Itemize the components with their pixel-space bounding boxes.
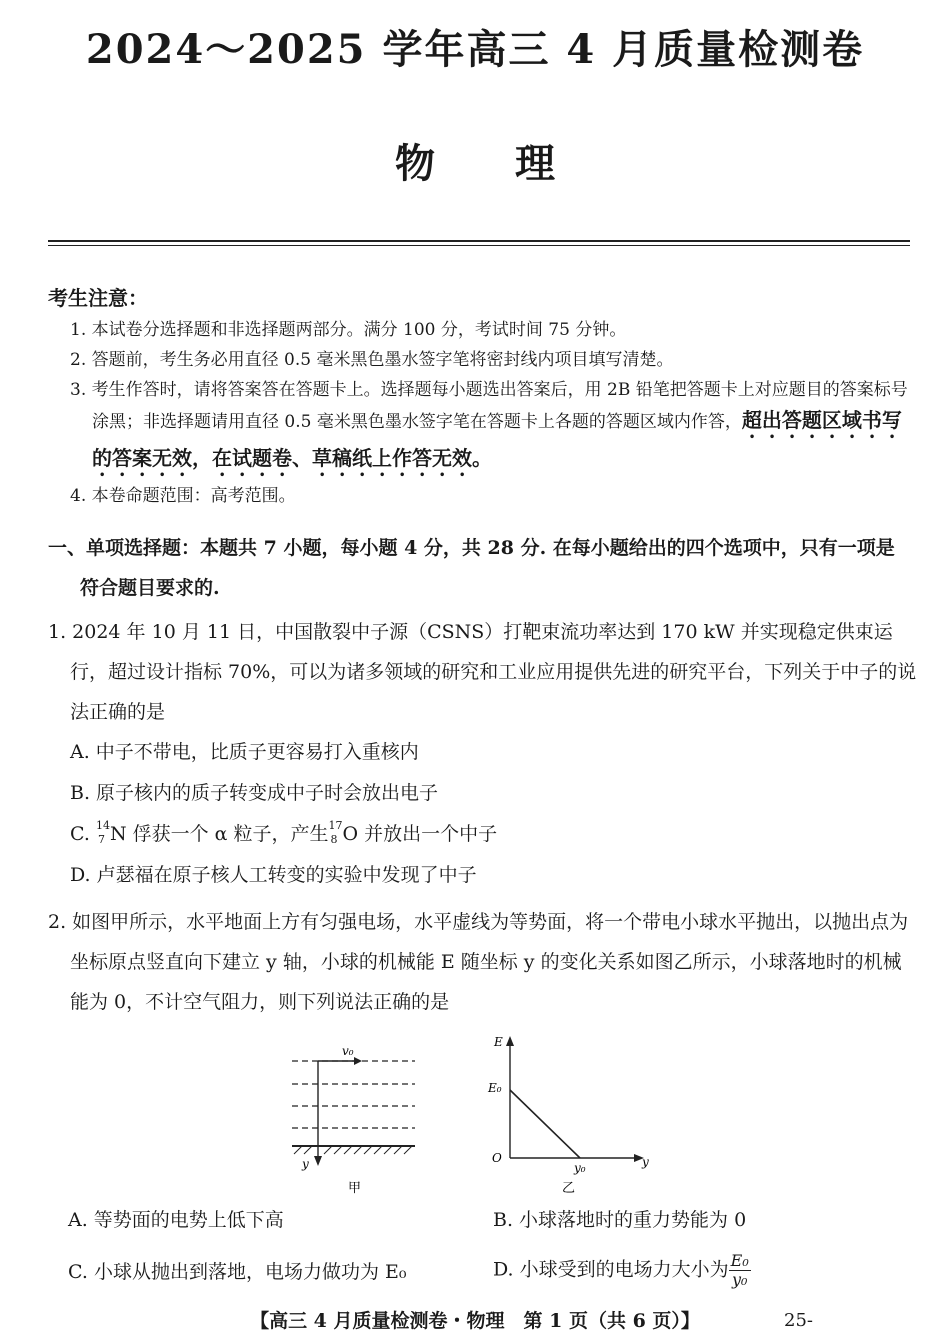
oxygen-isotope bbox=[328, 819, 343, 846]
section-line-1: 一、单项选择题：本题共 7 小题，每小题 4 分，共 28 分. 在每小题给出的四个选项中，只有一项是 bbox=[48, 537, 895, 559]
option-d-fraction bbox=[729, 1252, 751, 1289]
notice-heading: 考生注意： bbox=[48, 286, 148, 310]
jia-caption: 甲 bbox=[348, 1181, 362, 1196]
yi-e-arrowhead bbox=[506, 1036, 514, 1046]
question-1-option-b: B. 原子核内的质子转变成中子时会放出电子 bbox=[70, 782, 439, 804]
notice-item-4: 4. 本卷命题范围：高考范围。 bbox=[70, 486, 296, 506]
page-code: 25- bbox=[784, 1310, 813, 1331]
question-1-stem: 1. 2024 年 10 月 11 日，中国散裂中子源（CSNS）打靶束流功率达到 170 kW 并实现稳定供束运行，超过设计指标 70%，可以为诸多领域的研究和工业应用提供先进的研究平台，下列关于中子的说法正确的是 bbox=[48, 621, 917, 723]
question-2-options bbox=[68, 1192, 918, 1296]
oxygen-mass-number: 17 bbox=[328, 819, 343, 832]
notice-item-3-text: 3. 考生作答时，请将答案答在答题卡上。选择题每小题选出答案后，用 2B 铅笔把答题卡上对应题目的答案标号涂黑；非选择题请用直径 0.5 毫米黑色墨水签字笔在答题卡上各题的答题区域内作答， bbox=[70, 380, 908, 432]
velocity-arrowhead bbox=[354, 1057, 362, 1065]
page-footer: 【高三 4 月质量检测卷・物理 第 1 页（共 6 页）】 bbox=[250, 1310, 700, 1332]
section-line-2: 符合题目要求的. bbox=[80, 577, 220, 599]
nitrogen-mass-number: 14 bbox=[95, 819, 110, 832]
question-1-option-a: A. 中子不带电，比质子更容易打入重核内 bbox=[70, 741, 419, 763]
fraction-denominator: y₀ bbox=[731, 1269, 748, 1289]
subject-title bbox=[0, 132, 950, 189]
question-2-figures bbox=[280, 1030, 680, 1200]
question-2-option-d bbox=[493, 1252, 918, 1289]
nitrogen-atomic-number: 7 bbox=[97, 833, 105, 846]
notice-item-2: 2. 答题前，考生务必用直径 0.5 毫米黑色墨水签字笔将密封线内项目填写清楚。 bbox=[70, 350, 674, 370]
notice-item-1: 1. 本试卷分选择题和非选择题两部分。满分 100 分，考试时间 75 分钟。 bbox=[70, 320, 627, 340]
oxygen-atomic-number: 8 bbox=[330, 833, 338, 846]
option-c-prefix: C. bbox=[70, 823, 96, 845]
question-2-option-a: A. 等势面的电势上低下高 bbox=[68, 1208, 284, 1231]
notice-item-3-emphasis: 超出答题区域书写的答案无效，在试题卷、草稿纸上作答无效。 bbox=[92, 408, 902, 470]
header-rule-thin bbox=[48, 245, 910, 246]
yi-e0-label: E₀ bbox=[488, 1081, 502, 1095]
yi-y-label: y bbox=[642, 1155, 649, 1169]
fraction-numerator: E₀ bbox=[730, 1250, 749, 1270]
jia-y-arrowhead bbox=[314, 1156, 322, 1166]
candidate-notice bbox=[48, 282, 918, 511]
question-2 bbox=[48, 902, 918, 1022]
yi-e-label: E bbox=[494, 1035, 503, 1049]
subject-char-2: 理 bbox=[515, 140, 555, 187]
question-2-option-b: B. 小球落地时的重力势能为 0 bbox=[493, 1208, 747, 1231]
velocity-label: v₀ bbox=[342, 1044, 354, 1058]
subject-char-1: 物 bbox=[395, 140, 435, 187]
question-2-option-c: C. 小球从抛出到落地，电场力做功为 E₀ bbox=[68, 1260, 407, 1283]
ground-hatching bbox=[294, 1146, 412, 1154]
yi-origin-label: O bbox=[492, 1151, 502, 1165]
energy-line bbox=[510, 1090, 580, 1158]
nitrogen-isotope bbox=[95, 819, 110, 846]
figure-svg bbox=[280, 1030, 680, 1200]
question-2-stem: 2. 如图甲所示，水平地面上方有匀强电场，水平虚线为等势面，将一个带电小球水平抛出，以抛出点为坐标原点竖直向下建立 y 轴，小球的机械能 E 随坐标 y 的变化关系如图乙所示，小球落地时的机械能为 0，不计空气阻力，则下列说法正确的是 bbox=[48, 911, 909, 1013]
yi-y0-label: y₀ bbox=[574, 1161, 586, 1175]
figure-yi bbox=[487, 1035, 649, 1196]
notice-item-3 bbox=[48, 375, 918, 481]
header-rule-thick bbox=[48, 240, 910, 242]
section-heading bbox=[48, 528, 918, 608]
option-c-middle: N 俘获一个 α 粒子，产生 bbox=[109, 823, 329, 845]
yi-caption: 乙 bbox=[562, 1181, 576, 1196]
jia-y-label: y bbox=[302, 1157, 309, 1171]
question-1-option-c bbox=[48, 814, 918, 855]
option-d-text: D. 小球受到的电场力大小为 bbox=[493, 1258, 729, 1280]
question-1 bbox=[48, 612, 918, 896]
option-c-suffix: O 并放出一个中子 bbox=[342, 823, 498, 845]
question-1-option-d: D. 卢瑟福在原子核人工转变的实验中发现了中子 bbox=[70, 864, 477, 886]
figure-jia bbox=[292, 1044, 415, 1196]
exam-title: 2024～2025 学年高三 4 月质量检测卷 bbox=[85, 26, 865, 73]
